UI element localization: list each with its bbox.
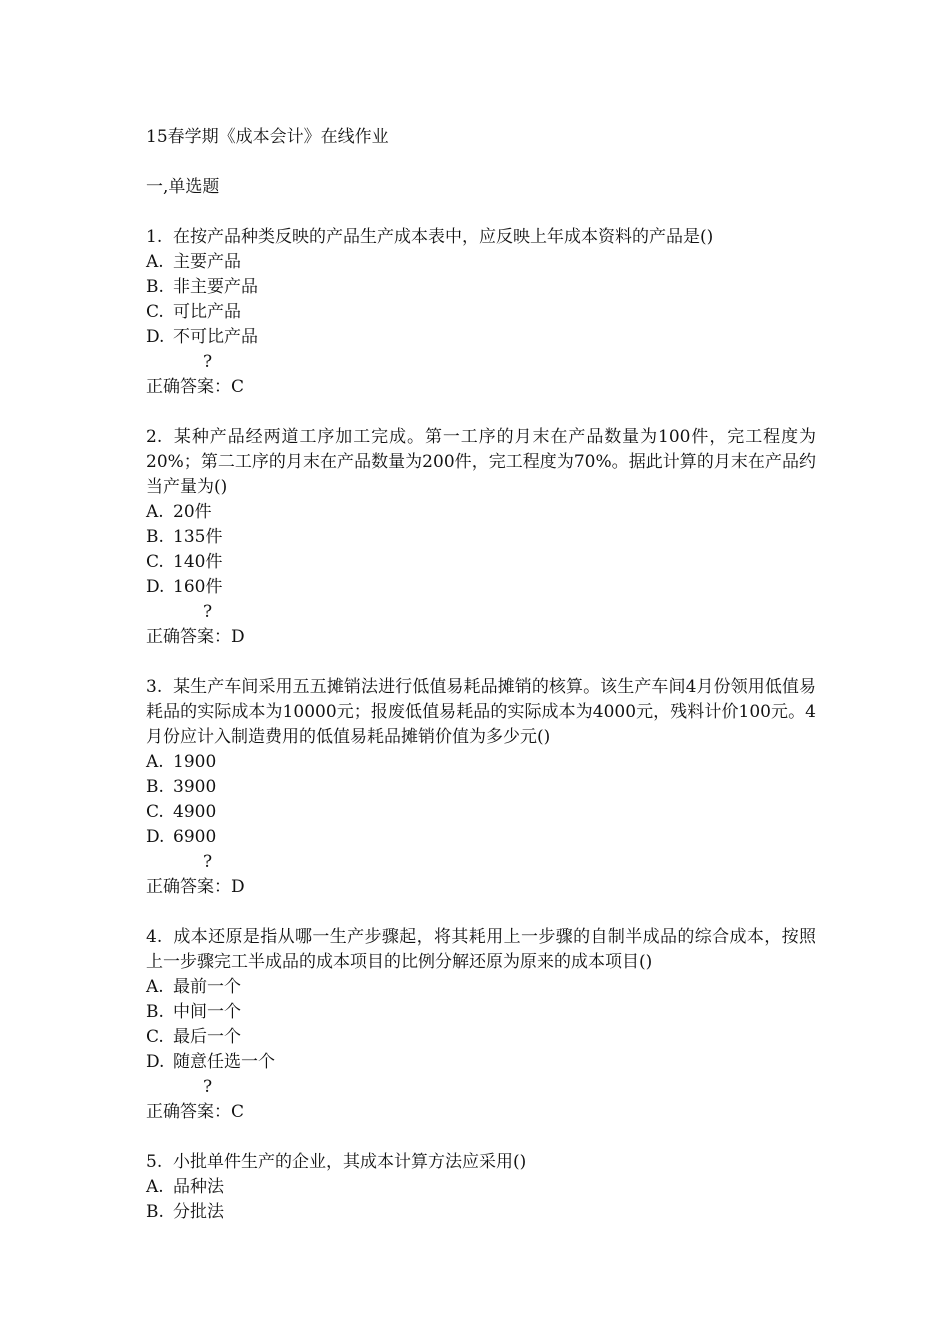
option-letter: C.: [146, 802, 164, 822]
question-text: 成本还原是指从哪一生产步骤起，将其耗用上一步骤的自制半成品的综合成本，按照上一步骤完工半成品的成本项目的比例分解还原为原来的成本项目(): [146, 927, 816, 972]
question-stem: [146, 425, 816, 500]
option-letter: B.: [146, 777, 164, 797]
option-letter: A.: [146, 1177, 164, 1197]
option-letter: C.: [146, 1027, 164, 1047]
option-text: 中间一个: [173, 1002, 241, 1022]
option-text: 135件: [173, 527, 223, 547]
option-letter: B.: [146, 1002, 164, 1022]
question-mark: ?: [203, 1077, 213, 1097]
option-item: [146, 250, 816, 275]
option-letter: A.: [146, 502, 164, 522]
option-text: 140件: [173, 552, 223, 572]
option-text: 最前一个: [173, 977, 241, 997]
option-item: [146, 1175, 816, 1200]
question-text: 在按产品种类反映的产品生产成本表中，应反映上年成本资料的产品是(): [173, 227, 714, 247]
option-text: 可比产品: [173, 302, 241, 322]
question-stem: [146, 675, 816, 750]
option-item: [146, 975, 816, 1000]
answer-value: D: [231, 877, 245, 897]
option-letter: D.: [146, 327, 165, 347]
option-text: 6900: [173, 827, 217, 847]
option-item: [146, 1050, 816, 1075]
option-item: [146, 300, 816, 325]
option-text: 非主要产品: [173, 277, 258, 297]
question-stem: [146, 1150, 816, 1175]
option-letter: B.: [146, 527, 164, 547]
answer-label: 正确答案：: [146, 627, 231, 647]
document-title: 15春学期《成本会计》在线作业: [146, 127, 389, 147]
question-mark: ?: [203, 602, 213, 622]
option-text: 160件: [173, 577, 223, 597]
option-item: [146, 1025, 816, 1050]
option-letter: D.: [146, 1052, 165, 1072]
option-item: [146, 550, 816, 575]
correct-answer: [146, 1100, 816, 1125]
question-stem: [146, 925, 816, 975]
option-letter: B.: [146, 1202, 164, 1222]
question-list: [146, 225, 816, 1225]
question-item: [146, 1150, 816, 1225]
question-number: 5.: [146, 1152, 163, 1172]
option-letter: C.: [146, 302, 164, 322]
section-heading: 一,单选题: [146, 177, 220, 197]
answer-label: 正确答案：: [146, 377, 231, 397]
option-letter: D.: [146, 577, 165, 597]
answer-value: C: [231, 1102, 245, 1122]
option-item: [146, 1000, 816, 1025]
question-text: 某种产品经两道工序加工完成。第一工序的月末在产品数量为100件，完工程度为20%；第二工序的月末在产品数量为200件，完工程度为70%。据此计算的月末在产品约当产量为(): [146, 427, 816, 497]
option-text: 主要产品: [173, 252, 241, 272]
question-item: [146, 425, 816, 650]
option-letter: A.: [146, 977, 164, 997]
option-item: [146, 500, 816, 525]
document-page: [146, 125, 816, 1250]
option-letter: B.: [146, 277, 164, 297]
option-letter: C.: [146, 552, 164, 572]
question-number: 2.: [146, 427, 163, 447]
correct-answer: [146, 875, 816, 900]
answer-value: D: [231, 627, 245, 647]
option-text: 品种法: [173, 1177, 224, 1197]
option-item: [146, 575, 816, 600]
question-item: [146, 225, 816, 400]
correct-answer: [146, 625, 816, 650]
option-letter: A.: [146, 252, 164, 272]
option-text: 3900: [173, 777, 217, 797]
answer-label: 正确答案：: [146, 1102, 231, 1122]
answer-label: 正确答案：: [146, 877, 231, 897]
option-item: [146, 275, 816, 300]
question-number: 3.: [146, 677, 163, 697]
question-mark: ?: [203, 852, 213, 872]
option-item: [146, 1200, 816, 1225]
answer-value: C: [231, 377, 245, 397]
option-item: [146, 800, 816, 825]
option-text: 不可比产品: [173, 327, 258, 347]
option-item: [146, 775, 816, 800]
question-text: 某生产车间采用五五摊销法进行低值易耗品摊销的核算。该生产车间4月份领用低值易耗品的实际成本为10000元；报废低值易耗品的实际成本为4000元，残料计价100元。4月份应计入制造费用的低值易耗品摊销价值为多少元(): [146, 677, 816, 747]
option-text: 4900: [173, 802, 217, 822]
option-text: 分批法: [173, 1202, 224, 1222]
question-mark: ?: [203, 352, 213, 372]
option-text: 最后一个: [173, 1027, 241, 1047]
question-number: 1.: [146, 227, 163, 247]
option-text: 随意任选一个: [173, 1052, 275, 1072]
question-stem: [146, 225, 816, 250]
option-item: [146, 525, 816, 550]
option-letter: D.: [146, 827, 165, 847]
question-number: 4.: [146, 927, 163, 947]
question-item: [146, 675, 816, 900]
correct-answer: [146, 375, 816, 400]
option-item: [146, 325, 816, 350]
option-text: 1900: [173, 752, 217, 772]
option-item: [146, 825, 816, 850]
option-item: [146, 750, 816, 775]
option-text: 20件: [173, 502, 212, 522]
question-text: 小批单件生产的企业，其成本计算方法应采用(): [173, 1152, 527, 1172]
question-item: [146, 925, 816, 1125]
option-letter: A.: [146, 752, 164, 772]
